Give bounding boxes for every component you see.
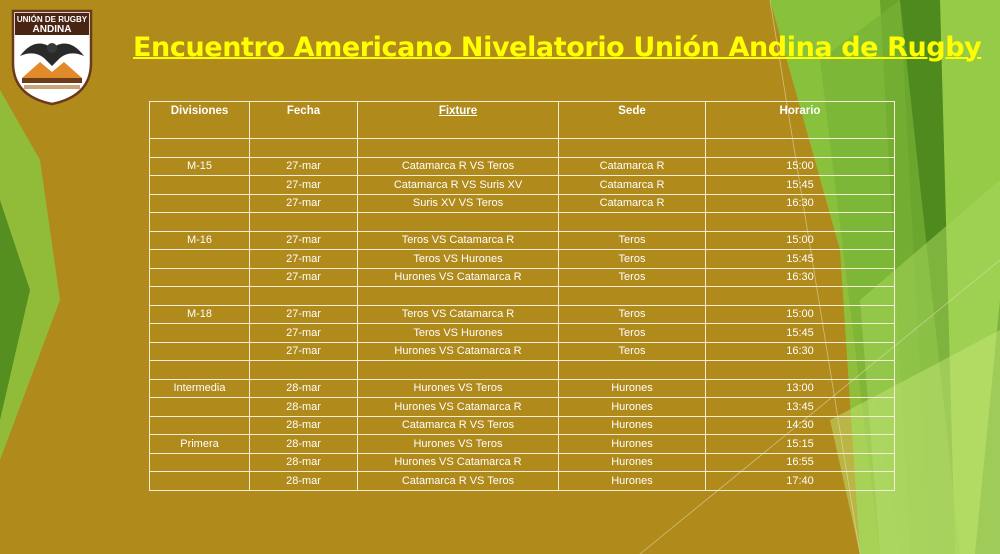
cell-fixture: Catamarca R VS Teros [358, 416, 559, 435]
cell-fixture: Catamarca R VS Teros [358, 472, 559, 491]
table-row [150, 342, 895, 361]
fixture-table [149, 101, 895, 491]
cell-sede: Catamarca R [559, 176, 706, 195]
cell-sede [559, 213, 706, 232]
cell-sede: Hurones [559, 435, 706, 454]
cell-sede: Teros [559, 305, 706, 324]
cell-fecha: 28-mar [250, 398, 358, 417]
header-divisiones: Divisiones [150, 102, 250, 139]
cell-sede: Teros [559, 250, 706, 269]
cell-fecha: 27-mar [250, 268, 358, 287]
cell-fixture: Hurones VS Teros [358, 379, 559, 398]
table-row [150, 231, 895, 250]
cell-fixture: Teros VS Catamarca R [358, 231, 559, 250]
table-row [150, 379, 895, 398]
cell-fixture: Teros VS Catamarca R [358, 305, 559, 324]
cell-division [150, 139, 250, 158]
cell-division [150, 213, 250, 232]
cell-sede: Teros [559, 231, 706, 250]
cell-fixture [358, 287, 559, 306]
cell-fixture: Teros VS Hurones [358, 250, 559, 269]
fixture-table-body [150, 139, 895, 491]
cell-fecha: 27-mar [250, 250, 358, 269]
cell-fixture: Hurones VS Catamarca R [358, 453, 559, 472]
cell-division: Primera [150, 435, 250, 454]
header-fecha: Fecha [250, 102, 358, 139]
header-sede: Sede [559, 102, 706, 139]
cell-horario: 15:45 [706, 250, 895, 269]
cell-division [150, 398, 250, 417]
cell-horario [706, 139, 895, 158]
table-row [150, 268, 895, 287]
cell-horario: 13:00 [706, 379, 895, 398]
cell-fecha [250, 213, 358, 232]
cell-sede: Hurones [559, 379, 706, 398]
table-row [150, 453, 895, 472]
cell-division: M-18 [150, 305, 250, 324]
cell-fixture [358, 139, 559, 158]
cell-horario [706, 287, 895, 306]
table-row [150, 472, 895, 491]
cell-fecha [250, 287, 358, 306]
header-fixture-label: Fixture [438, 105, 478, 117]
table-row [150, 176, 895, 195]
cell-division [150, 287, 250, 306]
cell-fecha: 28-mar [250, 435, 358, 454]
cell-fixture: Hurones VS Teros [358, 435, 559, 454]
cell-fixture: Suris XV VS Teros [358, 194, 559, 213]
table-row [150, 287, 895, 306]
cell-division: M-15 [150, 157, 250, 176]
header-fixture [358, 102, 559, 139]
cell-fecha: 28-mar [250, 416, 358, 435]
cell-division [150, 250, 250, 269]
cell-fecha: 28-mar [250, 453, 358, 472]
cell-horario: 15:45 [706, 324, 895, 343]
cell-division [150, 324, 250, 343]
cell-horario: 15:15 [706, 435, 895, 454]
cell-horario: 15:00 [706, 231, 895, 250]
slide-title: Encuentro Americano Nivelatorio Unión Andina de Rugby [133, 32, 982, 63]
cell-horario: 13:45 [706, 398, 895, 417]
table-row [150, 398, 895, 417]
cell-division [150, 194, 250, 213]
condor-mountain-shield-icon [10, 8, 94, 106]
cell-fecha: 27-mar [250, 157, 358, 176]
cell-sede: Hurones [559, 398, 706, 417]
cell-sede: Teros [559, 342, 706, 361]
table-row [150, 361, 895, 380]
cell-division: Intermedia [150, 379, 250, 398]
cell-fecha: 28-mar [250, 379, 358, 398]
cell-fixture: Teros VS Hurones [358, 324, 559, 343]
cell-sede: Catamarca R [559, 194, 706, 213]
table-header-row [150, 102, 895, 139]
cell-horario: 16:30 [706, 268, 895, 287]
cell-sede [559, 139, 706, 158]
cell-division [150, 361, 250, 380]
table-row [150, 435, 895, 454]
cell-fecha [250, 139, 358, 158]
cell-horario [706, 213, 895, 232]
cell-fixture [358, 361, 559, 380]
cell-fixture: Hurones VS Catamarca R [358, 342, 559, 361]
cell-division [150, 472, 250, 491]
cell-fixture: Catamarca R VS Suris XV [358, 176, 559, 195]
cell-division [150, 268, 250, 287]
cell-sede: Teros [559, 268, 706, 287]
cell-sede: Catamarca R [559, 157, 706, 176]
table-row [150, 305, 895, 324]
table-row [150, 139, 895, 158]
logo-line1: UNIÓN DE RUGBY [16, 15, 88, 24]
header-horario: Horario [706, 102, 895, 139]
table-row [150, 250, 895, 269]
table-row [150, 194, 895, 213]
cell-division [150, 342, 250, 361]
table-row [150, 416, 895, 435]
cell-fixture: Hurones VS Catamarca R [358, 398, 559, 417]
logo-line2: ANDINA [32, 24, 72, 35]
cell-horario: 16:30 [706, 194, 895, 213]
cell-horario: 15:00 [706, 157, 895, 176]
cell-division [150, 453, 250, 472]
cell-horario: 15:45 [706, 176, 895, 195]
cell-horario: 16:55 [706, 453, 895, 472]
table-row [150, 213, 895, 232]
cell-sede: Teros [559, 324, 706, 343]
cell-division [150, 416, 250, 435]
cell-fixture: Catamarca R VS Teros [358, 157, 559, 176]
cell-fixture [358, 213, 559, 232]
table-row [150, 324, 895, 343]
cell-sede [559, 287, 706, 306]
cell-fecha [250, 361, 358, 380]
cell-horario: 16:30 [706, 342, 895, 361]
cell-sede: Hurones [559, 453, 706, 472]
cell-sede: Hurones [559, 416, 706, 435]
cell-fixture: Hurones VS Catamarca R [358, 268, 559, 287]
cell-horario: 17:40 [706, 472, 895, 491]
cell-division: M-16 [150, 231, 250, 250]
cell-sede: Hurones [559, 472, 706, 491]
cell-fecha: 27-mar [250, 176, 358, 195]
cell-horario [706, 361, 895, 380]
cell-horario: 14:30 [706, 416, 895, 435]
cell-fecha: 27-mar [250, 194, 358, 213]
cell-fecha: 28-mar [250, 472, 358, 491]
cell-fecha: 27-mar [250, 231, 358, 250]
union-andina-logo [10, 8, 94, 106]
cell-horario: 15:00 [706, 305, 895, 324]
cell-fecha: 27-mar [250, 305, 358, 324]
cell-fecha: 27-mar [250, 324, 358, 343]
cell-sede [559, 361, 706, 380]
cell-division [150, 176, 250, 195]
table-row [150, 157, 895, 176]
cell-fecha: 27-mar [250, 342, 358, 361]
